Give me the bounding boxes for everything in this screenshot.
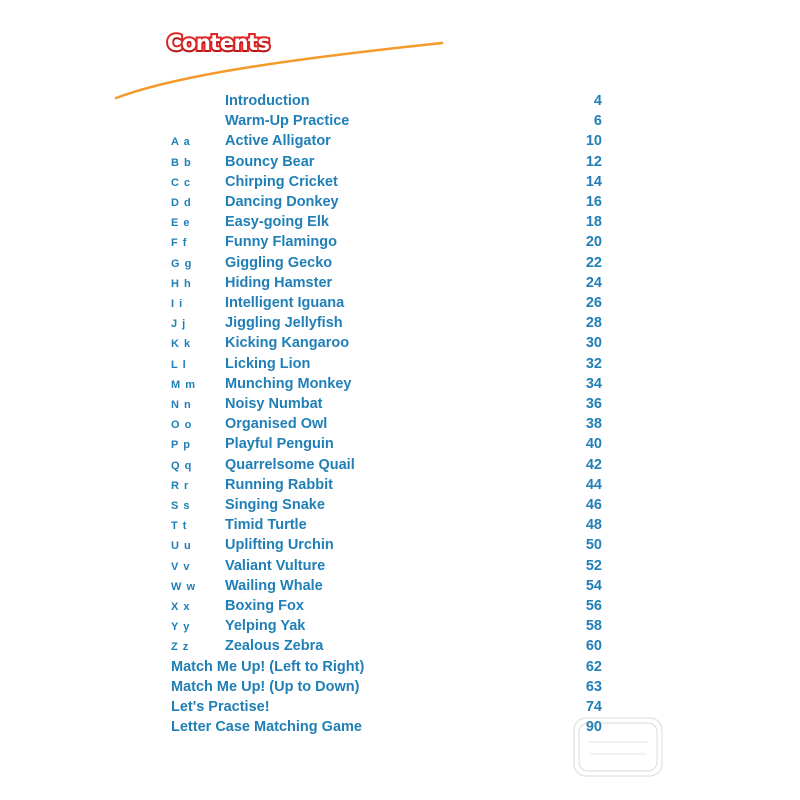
toc-letter-pair: T t	[171, 520, 188, 533]
toc-letter-pair: H h	[171, 277, 192, 290]
toc-letter-pair: Q q	[171, 459, 193, 472]
toc-row[interactable]	[0, 638, 800, 658]
toc-page-number: 50	[585, 537, 602, 554]
toc-entry-title[interactable]: Jiggling Jellyfish	[225, 315, 343, 332]
toc-entry-title[interactable]: Match Me Up! (Left to Right)	[171, 658, 365, 675]
toc-row[interactable]	[0, 679, 800, 699]
toc-entry-title[interactable]: Easy-going Elk	[225, 214, 329, 231]
toc-letter-pair: C c	[171, 176, 192, 189]
toc-entry-title[interactable]: Zealous Zebra	[225, 638, 324, 655]
toc-row[interactable]	[0, 234, 800, 254]
toc-row[interactable]	[0, 477, 800, 497]
toc-entry-title[interactable]: Singing Snake	[225, 497, 325, 513]
contents-heading	[167, 31, 270, 55]
toc-page-number: 20	[585, 234, 602, 251]
toc-letter-pair: N n	[171, 399, 192, 411]
toc-entry-title[interactable]: Dancing Donkey	[225, 194, 339, 210]
toc-page-number: 34	[585, 375, 602, 392]
toc-row[interactable]	[0, 174, 800, 194]
toc-row[interactable]	[0, 578, 800, 598]
toc-row[interactable]	[0, 194, 800, 214]
toc-letter-pair: I i	[171, 298, 184, 310]
toc-page-number: 38	[585, 416, 602, 433]
toc-page-number: 74	[585, 699, 602, 715]
page-title: Contents	[167, 31, 270, 55]
toc-letter-pair: J j	[171, 318, 187, 331]
toc-entry-title[interactable]: Boxing Fox	[225, 598, 304, 614]
toc-entry-title[interactable]: Match Me Up! (Up to Down)	[171, 678, 360, 695]
toc-page-number: 42	[585, 456, 602, 473]
toc-page-number: 18	[585, 214, 602, 231]
toc-letter-pair: E e	[171, 217, 191, 230]
toc-row[interactable]	[0, 295, 800, 315]
toc-row[interactable]	[0, 275, 800, 295]
toc-page-number: 60	[585, 638, 602, 655]
toc-page-number: 54	[585, 577, 602, 594]
toc-page-number: 14	[585, 173, 602, 190]
toc-row[interactable]	[0, 113, 800, 133]
toc-row[interactable]	[0, 497, 800, 517]
toc-page-number: 44	[585, 476, 602, 493]
toc-page-number: 32	[585, 355, 602, 372]
toc-row[interactable]	[0, 598, 800, 618]
toc-page-number: 28	[585, 315, 602, 332]
toc-row[interactable]	[0, 255, 800, 275]
toc-letter-pair: K k	[171, 338, 192, 351]
toc-entry-title[interactable]: Bouncy Bear	[225, 153, 315, 170]
toc-row[interactable]	[0, 618, 800, 638]
toc-letter-pair: U u	[171, 540, 192, 553]
toc-letter-pair: Z z	[171, 641, 190, 654]
toc-entry-title[interactable]: Active Alligator	[225, 133, 331, 150]
toc-row[interactable]	[0, 356, 800, 376]
toc-row[interactable]	[0, 315, 800, 335]
toc-row[interactable]	[0, 659, 800, 679]
toc-entry-title[interactable]: Running Rabbit	[225, 476, 333, 493]
toc-row[interactable]	[0, 436, 800, 456]
toc-letter-pair: S s	[171, 500, 191, 512]
toc-entry-title[interactable]: Intelligent Iguana	[225, 295, 345, 311]
toc-entry-title[interactable]: Quarrelsome Quail	[225, 456, 355, 473]
toc-letter-pair: Y y	[171, 621, 191, 634]
toc-page-number: 24	[585, 274, 602, 291]
toc-row[interactable]	[0, 699, 800, 719]
toc-row[interactable]	[0, 133, 800, 153]
toc-letter-pair: D d	[171, 197, 192, 209]
toc-letter-pair: L l	[171, 358, 187, 371]
toc-entry-title[interactable]: Kicking Kangaroo	[225, 335, 350, 352]
toc-entry-title[interactable]: Licking Lion	[225, 355, 311, 372]
toc-page-number: 58	[585, 618, 602, 635]
toc-entry-title[interactable]: Organised Owl	[225, 416, 328, 433]
toc-letter-pair: G g	[171, 257, 193, 270]
toc-entry-title[interactable]: Yelping Yak	[225, 618, 306, 635]
toc-letter-pair: B b	[171, 156, 192, 169]
toc-letter-pair: V v	[171, 560, 191, 573]
toc-page-number: 46	[585, 497, 602, 513]
toc-letter-pair: O o	[171, 419, 193, 432]
toc-row[interactable]	[0, 416, 800, 436]
toc-entry-title[interactable]: Letter Case Matching Game	[171, 719, 362, 736]
toc-page-number: 48	[585, 517, 602, 534]
toc-page-number: 52	[585, 557, 602, 574]
toc-entry-title[interactable]: Playful Penguin	[225, 436, 334, 453]
toc-entry-title[interactable]: Noisy Numbat	[225, 396, 323, 412]
toc-letter-pair: R r	[171, 479, 190, 492]
toc-row[interactable]	[0, 93, 800, 113]
toc-letter-pair: X x	[171, 601, 191, 613]
toc-page-number: 12	[585, 153, 602, 170]
toc-row[interactable]	[0, 517, 800, 537]
toc-letter-pair: A a	[171, 136, 191, 149]
toc-page-number: 62	[585, 658, 602, 675]
toc-row[interactable]	[0, 558, 800, 578]
toc-letter-pair: F f	[171, 237, 188, 250]
toc-row[interactable]	[0, 214, 800, 234]
toc-entry-title[interactable]: Uplifting Urchin	[225, 537, 334, 554]
toc-row[interactable]	[0, 335, 800, 355]
toc-page-number: 6	[593, 113, 602, 130]
toc-row[interactable]	[0, 719, 800, 739]
toc-letter-pair: M m	[171, 378, 196, 391]
toc-page-number: 30	[585, 335, 602, 352]
toc-entry-title[interactable]: Valiant Vulture	[225, 557, 326, 574]
toc-row[interactable]	[0, 376, 800, 396]
toc-row[interactable]	[0, 537, 800, 557]
toc-page-number: 4	[593, 93, 602, 109]
toc-page-number: 16	[585, 194, 602, 210]
toc-row[interactable]	[0, 457, 800, 477]
toc-entry-title[interactable]: Let's Practise!	[171, 699, 270, 715]
toc-entry-title[interactable]: Timid Turtle	[225, 517, 307, 534]
toc-letter-pair: P p	[171, 439, 191, 452]
toc-row[interactable]	[0, 154, 800, 174]
toc-entry-title[interactable]: Wailing Whale	[225, 577, 323, 594]
toc-entry-title[interactable]: Munching Monkey	[225, 375, 352, 392]
toc-page-number: 40	[585, 436, 602, 453]
toc-page-number: 10	[585, 133, 602, 150]
toc-entry-title[interactable]: Funny Flamingo	[225, 234, 337, 251]
toc-page-number: 26	[585, 295, 602, 311]
toc-page-number: 36	[585, 396, 602, 412]
toc-page-number: 56	[585, 598, 602, 614]
toc-entry-title[interactable]: Introduction	[225, 93, 310, 109]
toc-entry-title[interactable]: Giggling Gecko	[225, 254, 333, 271]
toc-entry-title[interactable]: Hiding Hamster	[225, 274, 333, 291]
toc-page-number: 63	[585, 678, 602, 695]
toc-row[interactable]	[0, 396, 800, 416]
toc-entry-title[interactable]: Chirping Cricket	[225, 173, 338, 190]
toc-letter-pair: W w	[171, 580, 196, 593]
toc-entry-title[interactable]: Warm-Up Practice	[225, 113, 350, 130]
toc-page-number: 90	[585, 719, 602, 736]
toc-page-number: 22	[585, 254, 602, 271]
